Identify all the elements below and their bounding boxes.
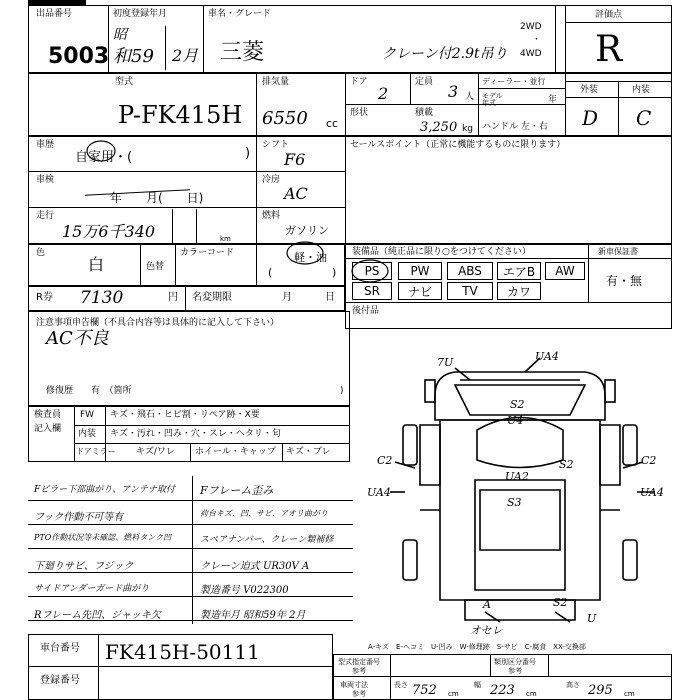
cargo-bed xyxy=(440,420,600,600)
chassis-value: FK415H-50111 xyxy=(105,640,260,664)
load-label: 積載 xyxy=(415,108,434,118)
interior-label: 内装 xyxy=(632,85,651,95)
recycle-unit: 円 xyxy=(168,292,178,303)
mirror-right xyxy=(605,380,615,402)
class-label: 類別区分番号 xyxy=(494,658,536,666)
interior-grade: C xyxy=(636,106,652,130)
inspector-label-1: 検査員 xyxy=(34,410,62,420)
damage-legend: A-キズ E-ヘコミ U-凹み W-修理跡 S-サビ C-腐食 XX-交換部 xyxy=(368,643,586,651)
remark-3-left: PTO作動状況等未確認、燃料タンク凹 xyxy=(34,533,172,542)
deadline-month: 月 xyxy=(282,292,292,303)
remark-2-right: 荷台キズ、凹、サビ、アオリ曲がり xyxy=(200,509,328,518)
remark-3-right: スペアナンバー、クレーン類補修 xyxy=(200,535,334,545)
shape-label: 形状 xyxy=(350,108,369,118)
in-text: キズ・汚れ・凹み・穴・スレ・ヘタリ・匂 xyxy=(110,429,281,439)
len-unit: cm xyxy=(448,690,459,698)
reg-month: 2月 xyxy=(172,46,199,65)
mark-10: UA4 xyxy=(640,486,664,499)
equip-airbag: エアB xyxy=(497,262,541,280)
recycle-label: R券 xyxy=(36,292,53,303)
load-value: 3,250 xyxy=(420,120,458,135)
doors-label: ドア xyxy=(350,77,368,87)
wheel-fr xyxy=(623,425,637,465)
displacement-unit: cc xyxy=(326,117,339,130)
wheel-rr xyxy=(623,540,637,580)
equip-leather: カワ xyxy=(497,282,541,300)
drive-2wd: 2WD xyxy=(520,22,542,32)
shift-label: シフト xyxy=(262,140,290,150)
mark-1: 7U xyxy=(437,356,454,369)
door-left xyxy=(420,425,440,485)
mark-5: C2 xyxy=(377,454,393,467)
equip-sr: SR xyxy=(352,282,392,300)
remark-4-right: クレーン迫式 UR30V A xyxy=(200,561,310,572)
score-label: 評価点 xyxy=(595,10,623,20)
door-label: ドアミラー xyxy=(76,447,116,456)
cert-sub: 参考 xyxy=(352,667,366,675)
first-reg-label: 初度登録年月 xyxy=(113,9,168,19)
mark-9: S3 xyxy=(507,496,522,509)
fuel-option: 軽・油 xyxy=(294,251,327,264)
wheel-text: ホイール・キャップ xyxy=(195,447,276,457)
remark-1-right: Fフレーム歪み xyxy=(200,484,274,497)
equip-abs: ABS xyxy=(447,262,493,280)
exterior-label: 外装 xyxy=(580,85,599,95)
ac-label: 冷房 xyxy=(262,175,281,185)
history-value: 自家用・( xyxy=(75,150,133,165)
lot-number: 5003 xyxy=(48,44,110,69)
equipment-label: 装備品（純正品に限り○をつけてください） xyxy=(352,247,531,257)
remark-1-left: Fピラー下部曲がり、アンテナ取付 xyxy=(34,485,175,495)
mark-15: A xyxy=(483,598,491,611)
seats-unit: 人 xyxy=(465,92,475,102)
mark-14: オセレ xyxy=(470,624,503,637)
len-value: 752 xyxy=(412,683,437,698)
handle-label: ハンドル 左・右 xyxy=(482,122,548,132)
equip-aw: AW xyxy=(545,262,585,280)
mileage-label: 走行 xyxy=(36,211,55,221)
recycle-value: 7130 xyxy=(80,288,124,308)
maker: 三菱 xyxy=(220,40,265,65)
score: R xyxy=(595,29,623,70)
model-code: P-FK415H xyxy=(118,101,243,129)
remark-6-left: Rフレーム先凹、ジャッキ欠 xyxy=(34,610,161,621)
dims-sub: 参考 xyxy=(352,690,366,698)
history-label: 車歴 xyxy=(36,140,55,150)
ps-circle xyxy=(350,258,394,284)
caution-label: 注意事項申告欄（不具合内容等は具体的に記入して下さい） xyxy=(36,318,280,328)
drive-4wd: 4WD xyxy=(520,49,542,59)
cert-label: 型式指定番号 xyxy=(338,658,380,666)
remark-2-left: フック作動不可等有 xyxy=(34,512,124,523)
mark-11: S2 xyxy=(559,458,574,471)
equip-ps: PS xyxy=(352,262,392,280)
fw-text: キズ・飛石・ヒビ割・リペア跡・X要 xyxy=(110,410,260,420)
equip-navi: ナビ xyxy=(398,282,442,300)
displacement: 6550 xyxy=(262,108,308,129)
inspector-label-2: 記入欄 xyxy=(34,424,62,434)
reg-label: 登録番号 xyxy=(40,675,80,686)
doors: 2 xyxy=(378,84,389,103)
history-close: ) xyxy=(245,146,251,161)
caution-value: AC不良 xyxy=(46,328,109,349)
model-grade-label: 車名・グレード xyxy=(208,9,272,19)
after-label: 後付品 xyxy=(352,306,380,316)
mark-8: UA2 xyxy=(505,470,529,483)
wid-unit: cm xyxy=(526,690,537,698)
inspection-value: 年 月( 日) xyxy=(110,191,204,205)
remark-4-left: 下廻りサビ、フジック xyxy=(34,561,134,572)
hgt-unit: cm xyxy=(624,690,635,698)
model-label: 型式 xyxy=(115,77,134,87)
wheel2-text: キズ・ブレ xyxy=(286,447,331,457)
color-label: 色 xyxy=(36,248,46,258)
fw-label: FW xyxy=(80,410,95,420)
deadline-label: 名変期限 xyxy=(192,292,232,303)
wheel-rl xyxy=(403,540,417,580)
dealer-label: ディーラー・並行 xyxy=(482,77,546,86)
year-unit: 年 xyxy=(548,95,558,105)
fuel-circle xyxy=(285,240,325,266)
ac-value: AC xyxy=(284,184,308,203)
exterior-grade: D xyxy=(582,106,599,130)
recycle-frame xyxy=(28,286,345,311)
mark-6: C2 xyxy=(641,454,657,467)
shift-value: F6 xyxy=(284,150,306,169)
era-small: 昭 xyxy=(113,27,127,43)
remark-6-right: 製造年月 昭和59年 2月 xyxy=(200,610,306,621)
mark-7: UA4 xyxy=(367,486,391,499)
mark-12: S2 xyxy=(553,596,568,609)
auction-sheet: 出品番号 5003 初度登録年月 昭 和59 2月 車名・グレード 三菱 クレーン付2.9t吊り 2WD ・ 4WD 評価点 R 型式 P-FK415H 排気量 6550 cc ドア 2 定員 3 人 ディーラー・並行 モデル年式 年 形状 積載 3,250 kg ハンドル 左・右 外装 内装 D C 車歴 自家用・( ) シフト F6 セールスポイント（正常に機能するものに限ります） 車検 年 月( 日) 冷房 AC 走行 15万6千340 km 燃料 ガソリン 色 白 色替 カラーコード 軽・油 ( ) 装備品（純正品に限り○をつけてください） 新車保証書 PS PW ABS エアB AW SR ナビ TV カワ 有・無 後付品 R券 7130 円 名変期限 月 日 注意事項申告欄（不具合内容等は具体的に記入して下さい） AC不良 修復歴 有 （箇所 ) 検査員 記入欄 FW キズ・飛石・ヒビ割・リペア跡・X要 内装 キズ・汚れ・凹み・穴・スレ・ヘタリ・匂 ドアミラー キズ/ワレ ホイール・キャップ キズ・ブレ Fピラー下部曲がり、アンテナ取付 Fフレーム歪み フック作動不可等有 荷台キズ、凹、サビ、アオリ曲がり PTO作動状況等未確認、燃料タンク凹 スペアナンバー、クレーン類補修 下廻りサビ、フジック クレーン迫式 UR30V A サイドアンダーガード曲がり 製造番号 V022300 Rフレーム先凹、ジャッキ欠 製造年月 昭和59年 2月 7U UA4 S2 U4 C2 C2 UA4 UA2 S3 UA4 S2 S2 U オセレ A A-キズ E-ヘコミ U-凹み W-修理跡 S-サビ C-腐食 XX-交換部 車台番号 FK415H-50111 登録番号 型式指定番号 参考 類別区分番号 参考 車両寸法 参考 長さ 752 cm 幅 223 cm 高さ 295 cm xyxy=(0,0,700,700)
color-code-label: カラーコード xyxy=(180,248,235,258)
mileage-value: 15万6千340 xyxy=(62,222,156,241)
lot-label: 出品番号 xyxy=(36,9,73,19)
equip-pw: PW xyxy=(398,262,442,280)
mirror-left xyxy=(425,380,435,402)
class-sub: 参考 xyxy=(508,667,522,675)
repair-close: ) xyxy=(340,386,344,396)
door-text: キズ/ワレ xyxy=(136,447,175,457)
door-right xyxy=(600,425,620,485)
mark-3: S2 xyxy=(510,398,525,411)
fuel-value: ガソリン xyxy=(285,224,329,237)
seats: 3 xyxy=(448,82,459,101)
grade: クレーン付2.9t吊り xyxy=(382,46,508,62)
model-year-label: モデル年式 xyxy=(482,92,503,107)
hgt-label: 高さ xyxy=(566,681,580,689)
hgt-value: 295 xyxy=(588,683,613,698)
color-change-label: 色替 xyxy=(146,262,165,272)
color-value: 白 xyxy=(88,255,105,274)
mileage-unit: km xyxy=(220,235,231,243)
wheel-fl xyxy=(403,425,417,465)
inspection-label: 車検 xyxy=(36,175,55,185)
mark-13: U xyxy=(587,612,597,625)
len-label: 長さ xyxy=(394,681,408,689)
chassis-label: 車台番号 xyxy=(40,643,80,654)
load-unit: kg xyxy=(462,124,473,134)
deadline-day: 日 xyxy=(325,292,335,303)
history-circle xyxy=(86,140,116,162)
fuel-label: 燃料 xyxy=(262,211,281,221)
seats-label: 定員 xyxy=(415,77,434,87)
vehicle-diagram xyxy=(365,350,675,640)
remark-5-left: サイドアンダーガード曲がり xyxy=(34,584,150,594)
warranty: 有・無 xyxy=(606,274,643,288)
remark-5-right: 製造番号 V022300 xyxy=(200,585,289,596)
sales-label: セールスポイント（正常に機能するものに限ります） xyxy=(350,140,566,150)
new-car-label: 新車保証書 xyxy=(598,247,638,256)
in-label: 内装 xyxy=(78,429,97,439)
dims-label: 車両寸法 xyxy=(340,681,368,689)
equip-tv: TV xyxy=(447,282,493,300)
era-year: 和59 xyxy=(113,46,154,67)
mark-4: U4 xyxy=(507,414,524,427)
wid-value: 223 xyxy=(490,683,515,698)
repair-label: 修復歴 有 （箇所 xyxy=(46,386,132,396)
wid-label: 幅 xyxy=(474,681,481,689)
mark-2: UA4 xyxy=(535,350,559,363)
displacement-label: 排気量 xyxy=(262,77,290,87)
